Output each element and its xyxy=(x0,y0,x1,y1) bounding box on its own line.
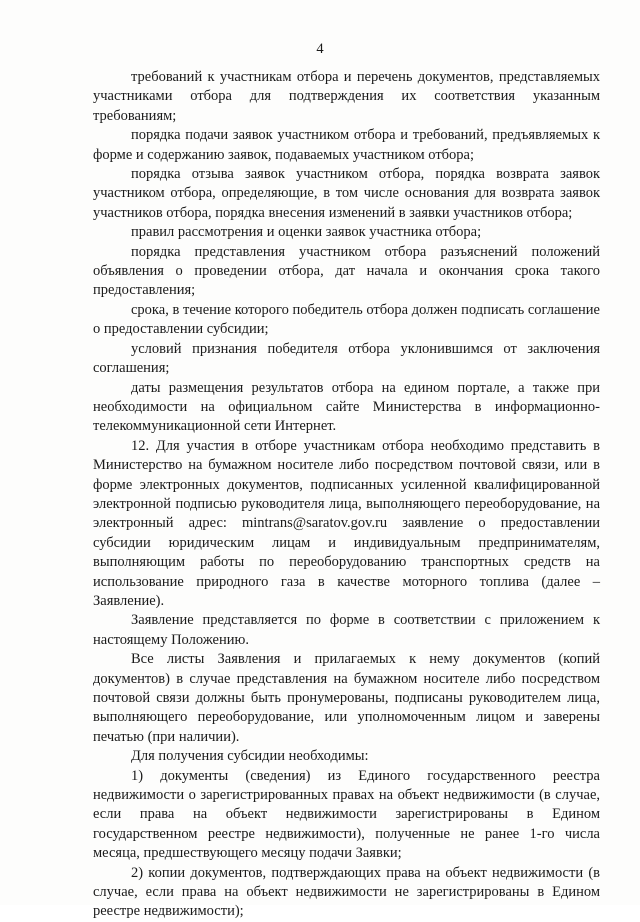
paragraph-withdrawal-order: порядка отзыва заявок участником отбора, порядка возврата заявок участником отбора, определяющие, в том числе основания для возврата заявок участников отбора, порядка внесения изменений в заявки участников отбора; xyxy=(93,166,600,221)
page-number: 4 xyxy=(316,41,324,57)
paragraph-application-form: Заявление представляется по форме в соответствии с приложением к настоящему Положению. xyxy=(93,612,600,648)
list-item-2: 2) копии документов, подтверждающих права на объект недвижимости (в случае, если права на объект недвижимости не зарегистрированы в Едином реестре недвижимости); xyxy=(93,864,600,920)
paragraph-requirements: требований к участникам отбора и перечень документов, представляемых участниками отбора для подтверждения их соответствия указанным требованиям; xyxy=(93,69,600,124)
paragraph-submission-order: порядка подачи заявок участником отбора и требований, предъявляемых к форме и содержанию заявок, подаваемых участником отбора; xyxy=(93,127,600,163)
paragraph-results-publication: даты размещения результатов отбора на едином портале, а также при необходимости на официальном сайте Министерства в информационно-телекоммуникационной сети Интернет. xyxy=(93,379,600,435)
paragraph-evaluation-rules: правил рассмотрения и оценки заявок участника отбора; xyxy=(131,224,482,241)
paragraph-sheets-numbering: Все листы Заявления и прилагаемых к нему документов (копий документов) в случае представления на бумажном носителе либо посредством почтовой связи должны быть пронумерованы, подписаны руководителем лица, выполняющего переоборудование, или уполномоченным лицом и заверены печатью (при наличии). xyxy=(93,651,600,745)
paragraph-agreement-deadline: срока, в течение которого победитель отбора должен подписать соглашение о предоставлении субсидии; xyxy=(93,301,600,338)
paragraph-required-documents-intro: Для получения субсидии необходимы: xyxy=(131,748,369,765)
document-body xyxy=(93,68,600,922)
paragraph-evasion-conditions: условий признания победителя отбора уклонившимся от заключения соглашения; xyxy=(93,340,600,377)
list-item-1: 1) документы (сведения) из Единого государственного реестра недвижимости о зарегистрированных правах на объект недвижимости (в случае, если права на объект недвижимости зарегистрированы в Едином государственном реестре недвижимости), полученные не ранее 1-го числа месяца, предшествующего месяцу подачи Заявки; xyxy=(93,767,600,862)
paragraph-clarifications: порядка представления участником отбора разъяснений положений объявления о проведении отбора, дат начала и окончания срока такого предоставления; xyxy=(93,243,600,299)
paragraph-section-12: 12. Для участия в отборе участникам отбора необходимо представить в Министерство на бумажном носителе либо посредством почтовой связи, или в форме электронных документов, подписанных усиленной квалифицированной электронной подписью руководителя лица, выполняющего переоборудование, на электронный адрес: mintrans@saratov.gov.ru заявление о предоставлении субсидии юридическим лицам и индивидуальным предпринимателям, выполняющим работы по переоборудованию транспортных средств на использование природного газа в качестве моторного топлива (далее – Заявление). xyxy=(93,437,600,609)
